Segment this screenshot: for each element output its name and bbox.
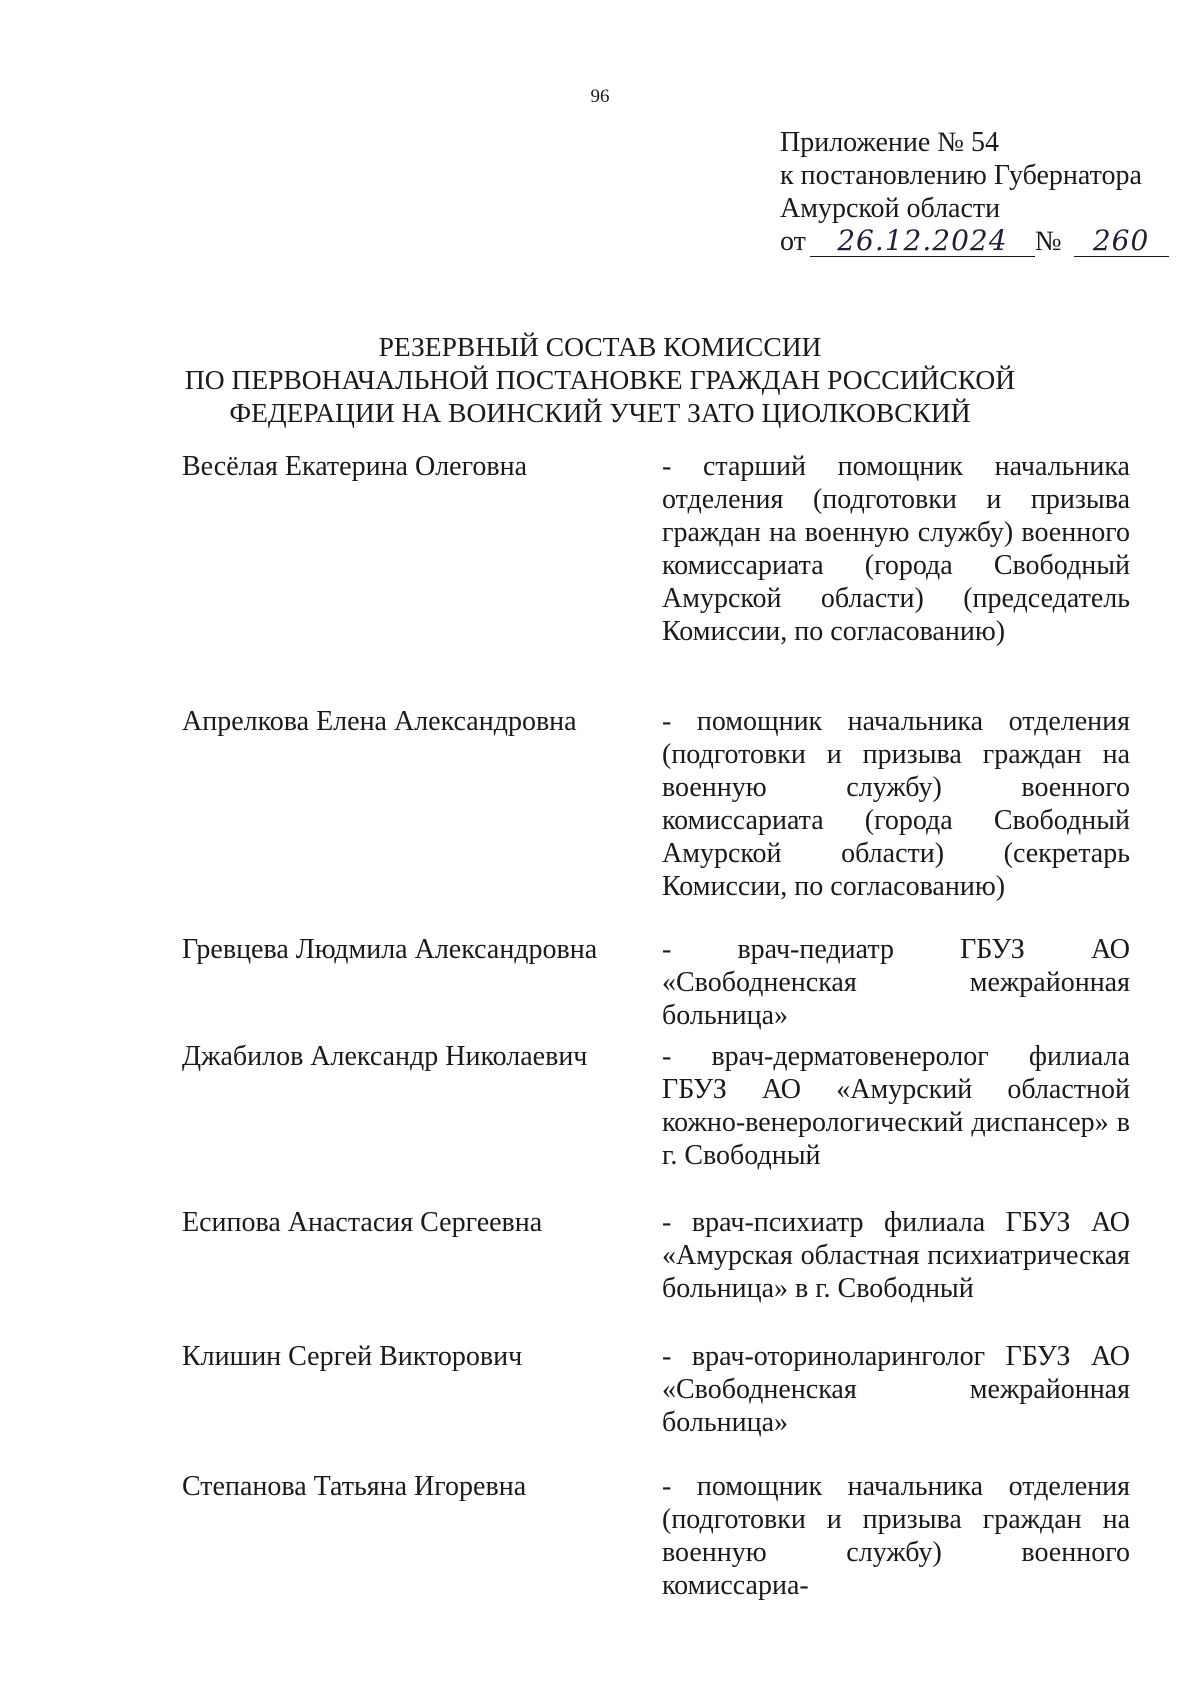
member-entry [182, 450, 1132, 705]
appendix-date-line [780, 225, 1169, 258]
member-name: Апрелкова Елена Александровна [182, 706, 577, 737]
title-line-2: ПО ПЕРВОНАЧАЛЬНОЙ ПОСТАНОВКЕ ГРАЖДАН РОССИЙСКОЙ [184, 364, 1016, 395]
member-entry [182, 1470, 1132, 1601]
member-name: Гревцева Людмила Александровна [182, 934, 598, 965]
appendix-reference: к постановлению Губернатора [780, 160, 1142, 191]
member-role: - врач-дерматовенеролог филиала ГБУЗ АО «Амурский областной кожно-венерологический диспансер» в г. Свободный [662, 1041, 1130, 1171]
member-role: - помощник начальника отделения (подготовки и призыва граждан на военную службу) военного комиссариата (города Свободный Амурской области) (секретарь Комиссии, по согласованию) [662, 706, 1130, 902]
member-role: - врач-педиатр ГБУЗ АО «Свободненская межрайонная больница» [662, 934, 1130, 1031]
member-entry [182, 1206, 1132, 1340]
member-name: Джабилов Александр Николаевич [182, 1041, 588, 1072]
title-line-1: РЕЗЕРВНЫЙ СОСТАВ КОМИССИИ [378, 331, 822, 362]
member-entry [182, 705, 1132, 933]
handwritten-number: 260 [1074, 226, 1169, 257]
member-role: - старший помощник начальника отделения (подготовки и призыва граждан на военную службу) военного комиссариата (города Свободный Амурской области) (председатель Комиссии, по согласованию) [662, 451, 1130, 647]
title-line-3: ФЕДЕРАЦИИ НА ВОИНСКИЙ УЧЕТ ЗАТО ЦИОЛКОВСКИЙ [229, 397, 971, 428]
member-entry [182, 1340, 1132, 1470]
member-name: Весёлая Екатерина Олеговна [182, 451, 528, 482]
member-role: - врач-психиатр филиала ГБУЗ АО «Амурская областная психиатрическая больница» в г. Свободный [662, 1207, 1130, 1304]
member-role: - врач-оториноларинголог ГБУЗ АО «Свободненская межрайонная больница» [662, 1341, 1130, 1438]
member-role: - помощник начальника отделения (подготовки и призыва граждан на военную службу) военного комиссариа- [662, 1471, 1130, 1601]
appendix-region: Амурской области [780, 193, 1001, 224]
member-entry [182, 933, 1132, 1040]
appendix-number: Приложение № 54 [780, 127, 999, 158]
number-sign: № [1034, 226, 1062, 257]
member-entry [182, 1040, 1132, 1206]
handwritten-date: 26.12.2024 [810, 226, 1035, 257]
member-name: Степанова Татьяна Игоревна [182, 1471, 527, 1502]
page-number: 96 [590, 86, 610, 107]
date-prefix: от [780, 226, 806, 257]
member-name: Есипова Анастасия Сергеевна [182, 1207, 543, 1238]
member-name: Клишин Сергей Викторович [182, 1341, 523, 1372]
appendix-block [780, 126, 1169, 258]
document-title [0, 330, 1200, 429]
members-list [182, 450, 1132, 1601]
